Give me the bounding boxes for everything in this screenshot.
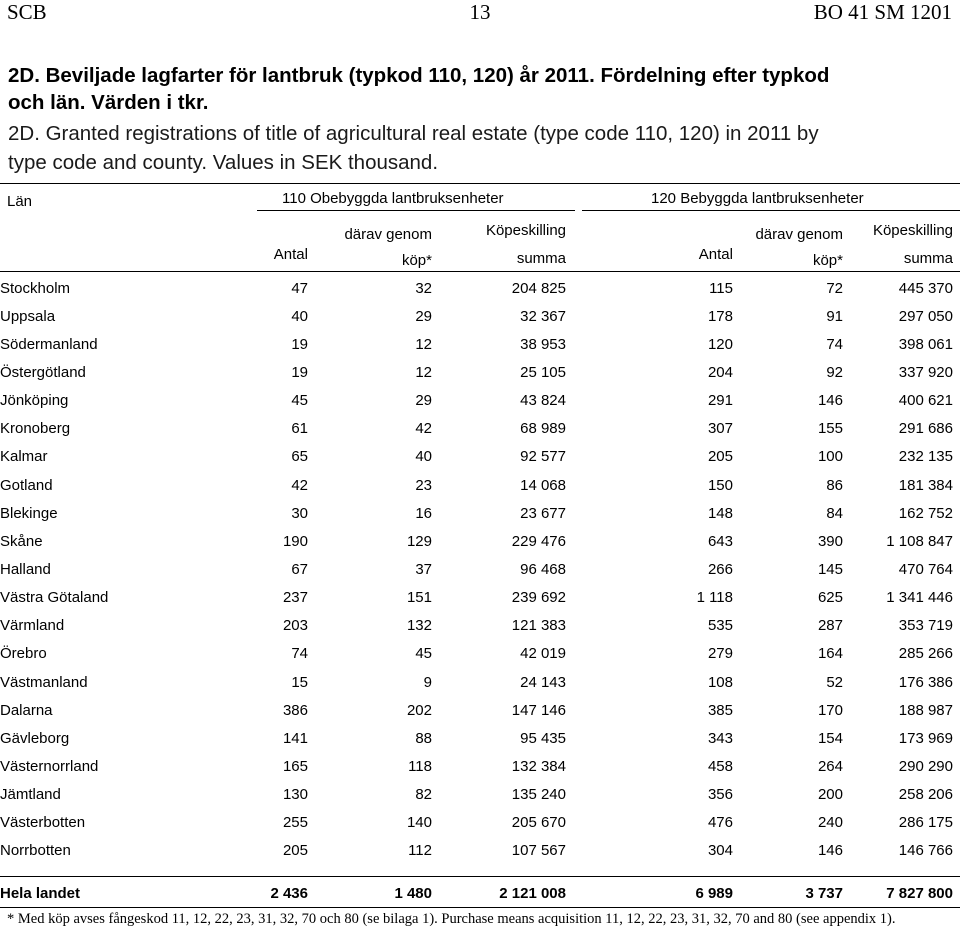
cell-darav-110: 29 xyxy=(415,392,432,410)
table-row xyxy=(0,640,953,668)
cell-darav-120: 146 xyxy=(817,842,843,860)
table-row xyxy=(0,471,953,499)
cell-darav-120: 100 xyxy=(817,448,843,466)
table-row xyxy=(0,555,953,583)
cell-kopeskilling-120: 232 135 xyxy=(898,448,953,466)
total-bottom-rule xyxy=(0,907,960,908)
cell-darav-110: 140 xyxy=(406,814,432,832)
table-row xyxy=(0,387,953,415)
cell-darav-120: 146 xyxy=(817,392,843,410)
cell-darav-110: 29 xyxy=(415,307,432,325)
cell-antal-110: 130 xyxy=(282,786,308,804)
column-header-lan: Län xyxy=(7,193,33,210)
cell-kopeskilling-110: 42 019 xyxy=(520,645,566,663)
cell-kopeskilling-110: 239 692 xyxy=(511,589,566,607)
cell-darav-120: 52 xyxy=(826,673,843,691)
county-name: Östergötland xyxy=(0,363,86,381)
county-name: Västra Götaland xyxy=(0,589,109,607)
county-name: Blekinge xyxy=(0,504,58,522)
total-darav-120: 3 737 xyxy=(805,884,843,902)
cell-kopeskilling-120: 337 920 xyxy=(898,363,953,381)
county-name: Halland xyxy=(0,560,51,578)
cell-kopeskilling-120: 291 686 xyxy=(898,420,953,438)
cell-darav-120: 240 xyxy=(817,814,843,832)
cell-kopeskilling-110: 229 476 xyxy=(511,532,566,550)
cell-darav-110: 12 xyxy=(415,335,432,353)
cell-darav-110: 118 xyxy=(408,757,432,775)
cell-kopeskilling-120: 176 386 xyxy=(898,673,953,691)
kopeskilling-line2: summa xyxy=(903,250,953,267)
cell-darav-110: 40 xyxy=(415,448,432,466)
county-name: Norrbotten xyxy=(0,842,71,860)
table-row xyxy=(0,809,953,837)
report-series-label: SCB xyxy=(7,0,47,24)
cell-kopeskilling-110: 205 670 xyxy=(511,814,566,832)
cell-darav-120: 84 xyxy=(826,504,843,522)
cell-antal-120: 178 xyxy=(707,307,733,325)
cell-antal-110: 74 xyxy=(291,645,308,663)
cell-kopeskilling-110: 95 435 xyxy=(520,729,566,747)
cell-kopeskilling-120: 258 206 xyxy=(898,786,953,804)
cell-darav-110: 37 xyxy=(415,560,432,578)
cell-darav-110: 88 xyxy=(415,729,432,747)
cell-darav-110: 82 xyxy=(415,786,432,804)
cell-kopeskilling-120: 146 766 xyxy=(898,842,953,860)
table-row xyxy=(0,358,953,386)
darav-line1: därav genom xyxy=(755,226,843,243)
cell-kopeskilling-120: 353 719 xyxy=(898,617,953,635)
group-underline-110 xyxy=(257,210,575,211)
cell-antal-110: 190 xyxy=(282,532,308,550)
cell-antal-110: 30 xyxy=(291,504,308,522)
cell-antal-120: 266 xyxy=(707,560,733,578)
cell-antal-110: 47 xyxy=(291,279,308,297)
total-table xyxy=(0,880,953,906)
cell-antal-110: 255 xyxy=(282,814,308,832)
total-label: Hela landet xyxy=(0,884,81,902)
table-title-english xyxy=(8,119,819,177)
cell-kopeskilling-120: 181 384 xyxy=(898,476,953,494)
cell-antal-110: 45 xyxy=(291,392,308,410)
column-header-kopeskilling-120 xyxy=(843,218,953,272)
cell-antal-120: 1 118 xyxy=(696,589,733,607)
column-header-darav-110 xyxy=(308,222,432,274)
header-bottom-rule xyxy=(0,271,960,272)
title-swedish-line2: och län. Värden i tkr. xyxy=(8,91,209,114)
cell-kopeskilling-110: 38 953 xyxy=(520,335,566,353)
darav-line1: därav genom xyxy=(344,226,432,243)
cell-antal-120: 385 xyxy=(707,701,733,719)
cell-antal-110: 141 xyxy=(282,729,308,747)
cell-kopeskilling-120: 400 621 xyxy=(898,392,953,410)
cell-antal-110: 165 xyxy=(282,757,308,775)
county-name: Värmland xyxy=(0,617,65,635)
cell-antal-110: 67 xyxy=(291,560,308,578)
footnote: * Med köp avses fångeskod 11, 12, 22, 23, 31, 32, 70 och 80 (se bilaga 1). Purchase means acquisition 11, 12, 22, 23, 31, 32, 70 and 80 (see appendix 1). xyxy=(7,911,896,927)
cell-antal-110: 42 xyxy=(291,476,308,494)
cell-antal-120: 205 xyxy=(707,448,733,466)
cell-darav-110: 23 xyxy=(415,476,432,494)
county-name: Västmanland xyxy=(0,673,88,691)
cell-darav-110: 9 xyxy=(423,673,432,691)
group-header-110: 110 Obebyggda lantbruksenheter xyxy=(282,190,504,207)
cell-antal-110: 19 xyxy=(291,335,308,353)
county-name: Skåne xyxy=(0,532,43,550)
title-english-line1: 2D. Granted registrations of title of agricultural real estate (type code 110, 120) in 2011 by xyxy=(8,122,819,145)
cell-kopeskilling-110: 14 068 xyxy=(520,476,566,494)
cell-antal-110: 205 xyxy=(282,842,308,860)
county-name: Kalmar xyxy=(0,448,48,466)
county-name: Jönköping xyxy=(0,392,69,410)
cell-kopeskilling-120: 290 290 xyxy=(898,757,953,775)
cell-antal-120: 458 xyxy=(707,757,733,775)
cell-antal-120: 476 xyxy=(707,814,733,832)
cell-darav-120: 74 xyxy=(826,335,843,353)
cell-antal-120: 304 xyxy=(707,842,733,860)
cell-kopeskilling-120: 398 061 xyxy=(898,335,953,353)
cell-darav-120: 155 xyxy=(817,420,843,438)
page-number: 13 xyxy=(469,0,491,24)
cell-antal-120: 148 xyxy=(707,504,733,522)
cell-darav-120: 91 xyxy=(826,307,843,325)
county-name: Dalarna xyxy=(0,701,53,719)
cell-kopeskilling-120: 470 764 xyxy=(898,560,953,578)
cell-kopeskilling-110: 204 825 xyxy=(511,279,566,297)
county-name: Gävleborg xyxy=(0,729,70,747)
cell-antal-120: 279 xyxy=(707,645,733,663)
cell-darav-110: 45 xyxy=(415,645,432,663)
darav-line2: köp* xyxy=(401,252,432,269)
cell-antal-110: 40 xyxy=(291,307,308,325)
cell-antal-110: 386 xyxy=(282,701,308,719)
table-row xyxy=(0,499,953,527)
cell-antal-120: 108 xyxy=(707,673,733,691)
cell-darav-120: 264 xyxy=(817,757,843,775)
cell-antal-120: 291 xyxy=(707,392,733,410)
group-header-120: 120 Bebyggda lantbruksenheter xyxy=(651,190,864,207)
county-name: Västernorrland xyxy=(0,757,99,775)
cell-kopeskilling-120: 1 341 446 xyxy=(886,589,953,607)
cell-darav-120: 154 xyxy=(817,729,843,747)
cell-kopeskilling-110: 92 577 xyxy=(520,448,566,466)
cell-darav-120: 86 xyxy=(826,476,843,494)
kopeskilling-line1: Köpeskilling xyxy=(872,222,953,239)
table-row xyxy=(0,527,953,555)
cell-kopeskilling-110: 121 383 xyxy=(511,617,566,635)
cell-darav-110: 151 xyxy=(406,589,432,607)
cell-kopeskilling-110: 147 146 xyxy=(511,701,566,719)
total-top-rule xyxy=(0,876,960,877)
column-header-kopeskilling-110 xyxy=(432,218,566,272)
cell-antal-110: 65 xyxy=(291,448,308,466)
cell-kopeskilling-110: 23 677 xyxy=(520,504,566,522)
table-row xyxy=(0,837,953,865)
cell-darav-110: 12 xyxy=(415,363,432,381)
cell-kopeskilling-120: 188 987 xyxy=(898,701,953,719)
table-title-swedish xyxy=(8,62,829,116)
cell-darav-120: 92 xyxy=(826,363,843,381)
column-header-antal-110: Antal xyxy=(273,246,308,263)
cell-kopeskilling-120: 173 969 xyxy=(898,729,953,747)
cell-kopeskilling-110: 43 824 xyxy=(520,392,566,410)
table-row xyxy=(0,752,953,780)
total-antal-110: 2 436 xyxy=(270,884,308,902)
cell-kopeskilling-110: 135 240 xyxy=(511,786,566,804)
cell-antal-120: 307 xyxy=(707,420,733,438)
cell-antal-120: 643 xyxy=(707,532,733,550)
cell-antal-120: 343 xyxy=(707,729,733,747)
table-row xyxy=(0,302,953,330)
county-name: Stockholm xyxy=(0,279,71,297)
table-row xyxy=(0,696,953,724)
cell-darav-120: 625 xyxy=(817,589,843,607)
county-name: Gotland xyxy=(0,476,53,494)
cell-darav-110: 16 xyxy=(415,504,432,522)
cell-antal-110: 237 xyxy=(282,589,308,607)
total-antal-120: 6 989 xyxy=(695,884,733,902)
cell-darav-120: 164 xyxy=(817,645,843,663)
cell-darav-110: 129 xyxy=(406,532,432,550)
cell-darav-120: 390 xyxy=(817,532,843,550)
table-row xyxy=(0,612,953,640)
table-row xyxy=(0,724,953,752)
header-top-rule xyxy=(0,183,960,184)
cell-darav-120: 287 xyxy=(817,617,843,635)
cell-antal-110: 203 xyxy=(282,617,308,635)
column-header-antal-120: Antal xyxy=(698,246,733,263)
cell-kopeskilling-110: 32 367 xyxy=(520,307,566,325)
cell-kopeskilling-120: 162 752 xyxy=(898,504,953,522)
cell-kopeskilling-110: 24 143 xyxy=(520,673,566,691)
county-data-table xyxy=(0,274,953,865)
table-row xyxy=(0,668,953,696)
total-darav-110: 1 480 xyxy=(394,884,432,902)
cell-antal-120: 150 xyxy=(707,476,733,494)
cell-darav-120: 72 xyxy=(826,279,843,297)
cell-darav-120: 170 xyxy=(817,701,843,719)
cell-kopeskilling-120: 286 175 xyxy=(898,814,953,832)
cell-kopeskilling-120: 297 050 xyxy=(898,307,953,325)
cell-antal-110: 61 xyxy=(291,420,308,438)
title-english-line2: type code and county. Values in SEK thousand. xyxy=(8,151,439,174)
cell-kopeskilling-120: 285 266 xyxy=(898,645,953,663)
county-name: Örebro xyxy=(0,645,47,663)
cell-darav-110: 202 xyxy=(406,701,432,719)
cell-darav-110: 42 xyxy=(415,420,432,438)
kopeskilling-line1: Köpeskilling xyxy=(485,222,566,239)
cell-kopeskilling-110: 25 105 xyxy=(520,363,566,381)
county-name: Uppsala xyxy=(0,307,56,325)
column-header-darav-120 xyxy=(733,222,843,274)
table-row xyxy=(0,330,953,358)
county-name: Västerbotten xyxy=(0,814,86,832)
cell-kopeskilling-110: 96 468 xyxy=(520,560,566,578)
cell-antal-120: 535 xyxy=(707,617,733,635)
cell-darav-120: 145 xyxy=(817,560,843,578)
cell-kopeskilling-120: 1 108 847 xyxy=(886,532,953,550)
cell-darav-110: 112 xyxy=(408,842,432,860)
cell-antal-120: 120 xyxy=(707,335,733,353)
table-row xyxy=(0,443,953,471)
darav-line2: köp* xyxy=(812,252,843,269)
cell-kopeskilling-110: 107 567 xyxy=(511,842,566,860)
table-row xyxy=(0,274,953,302)
cell-darav-120: 200 xyxy=(817,786,843,804)
kopeskilling-line2: summa xyxy=(516,250,566,267)
cell-antal-120: 204 xyxy=(707,363,733,381)
table-row xyxy=(0,415,953,443)
cell-antal-120: 115 xyxy=(709,279,733,297)
cell-antal-110: 15 xyxy=(291,673,308,691)
report-code: BO 41 SM 1201 xyxy=(813,0,952,24)
table-row xyxy=(0,781,953,809)
county-name: Kronoberg xyxy=(0,420,71,438)
cell-kopeskilling-110: 132 384 xyxy=(511,757,566,775)
table-row xyxy=(0,584,953,612)
total-kopeskilling-110: 2 121 008 xyxy=(499,884,566,902)
group-underline-120 xyxy=(582,210,960,211)
cell-kopeskilling-110: 68 989 xyxy=(520,420,566,438)
county-name: Södermanland xyxy=(0,335,98,353)
total-row xyxy=(0,880,953,906)
county-name: Jämtland xyxy=(0,786,61,804)
total-kopeskilling-120: 7 827 800 xyxy=(886,884,953,902)
cell-kopeskilling-120: 445 370 xyxy=(898,279,953,297)
title-swedish-line1: 2D. Beviljade lagfarter för lantbruk (typkod 110, 120) år 2011. Fördelning efter typkod xyxy=(8,64,830,87)
cell-antal-110: 19 xyxy=(291,363,308,381)
cell-antal-120: 356 xyxy=(707,786,733,804)
cell-darav-110: 32 xyxy=(415,279,432,297)
cell-darav-110: 132 xyxy=(406,617,432,635)
